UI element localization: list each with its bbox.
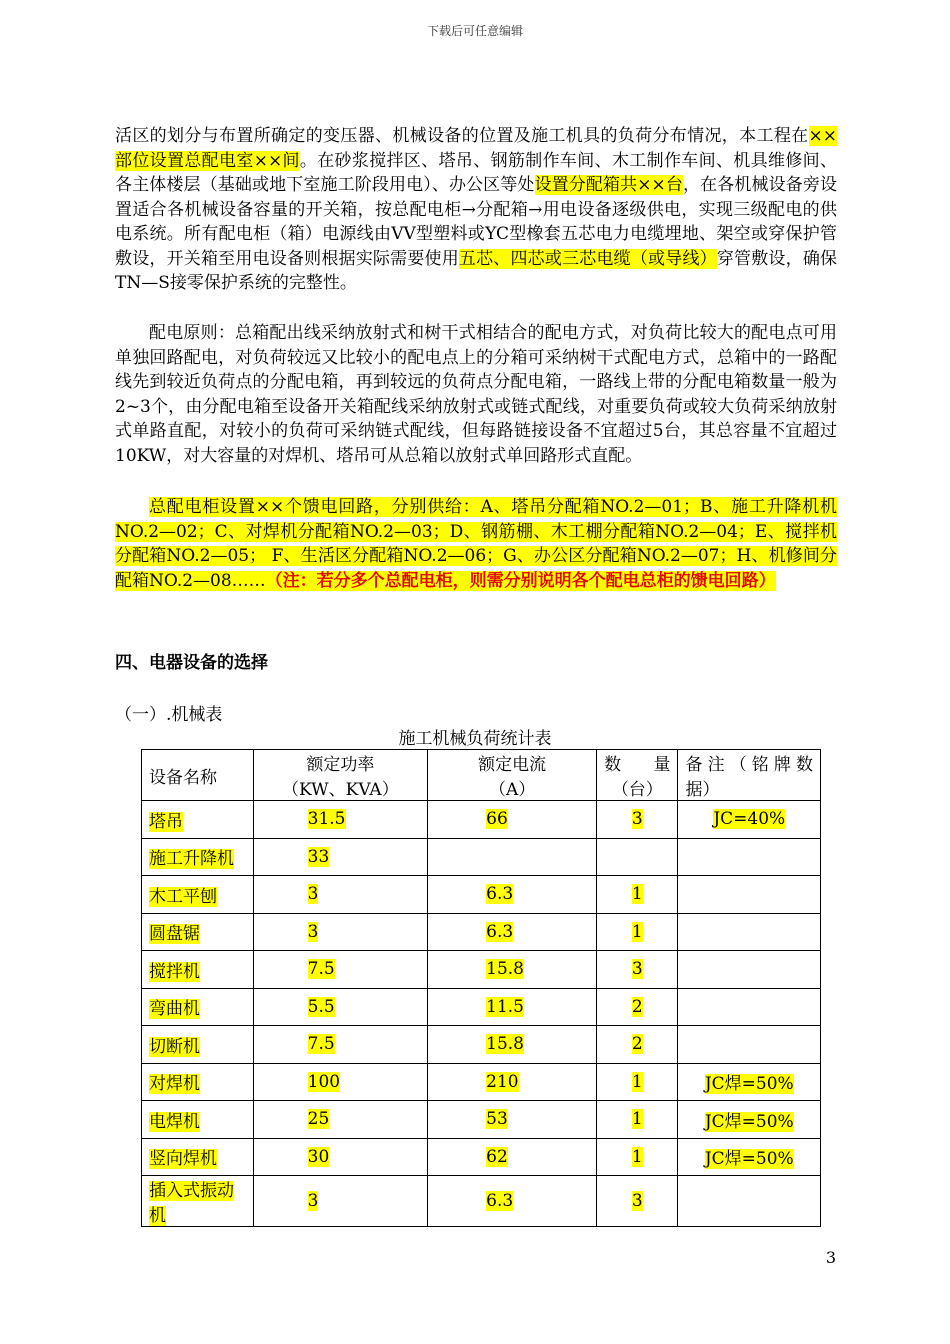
cell-value: 1 [631,921,643,942]
cell-current [428,988,597,1026]
table-row [142,1138,821,1176]
cell-value: 木工平刨 [149,886,217,907]
cell-value: JC=40% [713,809,786,830]
header-remarks: 备注（铭牌数 据） [678,750,821,801]
p1-text-1: 活区的划分与布置所确定的变压器、机械设备的位置及施工机具的负荷分布情况，本工程在 [115,126,809,146]
p1-text-3: ，在各机械设备旁设置适合各机械设备容量的开关箱，按总配电柜→分配箱→用电设备逐级供电，实现三级配电的供电系统。所有配电柜（箱）电源线由VV型塑料或YC型橡套五芯电力电缆埋地、架空或穿保护管敷设，开关箱至用电设备则根据实际需要使用 [115,175,838,269]
cell-qty [597,951,678,989]
cell-current [428,951,597,989]
cell-note [678,913,821,951]
cell-value: JC焊=50% [704,1149,794,1170]
cell-value: 电焊机 [149,1111,200,1132]
cell-value: 210 [486,1071,519,1092]
table-row [142,988,821,1026]
cell-power [253,1026,428,1064]
cell-value: 7.5 [307,959,335,980]
cell-current [428,876,597,914]
section-title: 四、电器设备的选择 [115,653,268,673]
cell-value: 塔吊 [149,811,183,832]
cell-qty [597,1138,678,1176]
p3-note: （注：若分多个总配电柜，则需分别说明各个配电总柜的馈电回路） [265,570,776,591]
cell-name [142,876,254,914]
cell-value: 25 [307,1109,330,1130]
cell-qty [597,1176,678,1227]
header-rated-power: 额定功率 （KW、KVA） [253,750,428,801]
cell-qty [597,876,678,914]
cell-value: 搅拌机 [149,961,200,982]
cell-current [428,838,597,876]
p3-highlight-text: 总配电柜设置××个馈电回路，分别供给：A、塔吊分配箱NO.2—01；B、施工升降机机NO.2—02；C、对焊机分配箱NO.2—03；D、钢筋棚、木工棚分配箱NO.2—04；E、搅拌机分配箱NO.2—05； F、生活区分配箱NO.2—06；G、办公区分配箱NO.2—07；H、机修间分配箱NO.2—08…… [115,497,837,591]
cell-value: 3 [307,884,319,905]
cell-value: 竖向焊机 [149,1149,217,1170]
cell-value: JC焊=50% [704,1074,794,1095]
table-row [142,1063,821,1101]
cell-value: 插入式振动机 [149,1181,234,1226]
cell-value: 5.5 [307,996,335,1017]
cell-current [428,1138,597,1176]
cell-qty [597,913,678,951]
cell-name [142,988,254,1026]
header-quantity: 数 量 （台） [597,750,678,801]
cell-value: 53 [486,1109,508,1130]
page-number: 3 [825,1248,836,1267]
table-row [142,1026,821,1064]
cell-value: 3 [631,1191,643,1211]
cell-note [678,1138,821,1176]
cell-power [253,1176,428,1227]
cell-note [678,838,821,876]
table-row [142,838,821,876]
header-rated-current: 额定电流 （A） [428,750,597,801]
cell-value: 31.5 [307,809,346,830]
page-header: 下载后可任意编辑 [426,24,523,38]
cell-value: 1 [631,1071,643,1092]
cell-value: 100 [307,1071,341,1092]
cell-current [428,801,597,839]
cell-note [678,801,821,839]
cell-value: 3 [631,959,643,980]
cell-value: 施工升降机 [149,849,234,870]
cell-note [678,1026,821,1064]
p1-highlight-3: 五芯、四芯或三芯电缆（或导线） [458,248,717,269]
table-row [142,913,821,951]
cell-name [142,1063,254,1101]
cell-value: 30 [307,1146,330,1167]
cell-note [678,1176,821,1227]
cell-power [253,913,428,951]
cell-power [253,1101,428,1139]
cell-value: 11.5 [486,996,524,1017]
cell-value: 3 [631,809,643,830]
p1-highlight-2: 设置分配箱共××台 [534,175,684,195]
cell-power [253,801,428,839]
subsection-title: （一）.机械表 [115,705,223,725]
cell-qty [597,838,678,876]
cell-value: 66 [486,809,508,830]
cell-qty [597,801,678,839]
cell-value: JC焊=50% [704,1111,794,1132]
cell-value: 62 [486,1146,508,1167]
p1-text-4: 穿管敷设，确保TN—S接零保护系统的完整性。 [115,248,838,293]
cell-qty [597,1026,678,1064]
cell-value: 3 [307,921,319,942]
cell-power [253,1138,428,1176]
table-row [142,1176,821,1227]
cell-name [142,913,254,951]
cell-name [142,838,254,876]
cell-note [678,988,821,1026]
cell-current [428,1026,597,1064]
cell-value: 弯曲机 [149,999,200,1020]
paragraph-feeder-circuits [115,495,837,593]
cell-name [142,1101,254,1139]
cell-qty [597,988,678,1026]
table-row [142,876,821,914]
cell-value: 1 [631,1109,643,1130]
cell-value: 切断机 [149,1036,200,1057]
table-row [142,801,821,839]
cell-power [253,988,428,1026]
cell-current [428,1063,597,1101]
table-header-row [142,750,821,801]
cell-power [253,876,428,914]
cell-value: 3 [307,1191,319,1211]
cell-name [142,1176,254,1227]
paragraph-distribution-principle: 配电原则：总箱配出线采纳放射式和树干式相结合的配电方式，对负荷比较大的配电点可用单独回路配电，对负荷较远又比较小的配电点上的分箱可采纳树干式配电方式，总箱中的一路配线先到较近负荷点的分配电箱，再到较远的负荷点分配电箱，一路线上带的分配电箱数量一般为2~3个，由分配电箱至设备开关箱配线采纳放射式或链式配线，对重要负荷或较大负荷采纳放射式单路直配，对较小的负荷可采纳链式配线，但每路链接设备不宜超过5台，其总容量不宜超过10KW，对大容量的对焊机、塔吊可从总箱以放射式单回路形式直配。 [115,323,837,466]
table-row [142,951,821,989]
cell-value: 6.3 [486,921,514,942]
cell-power [253,951,428,989]
cell-value: 1 [631,884,643,905]
table-caption: 施工机械负荷统计表 [398,729,552,749]
cell-note [678,1101,821,1139]
cell-value: 对焊机 [149,1074,200,1095]
cell-value: 6.3 [486,1191,514,1211]
cell-value: 2 [631,996,643,1017]
cell-value: 15.8 [486,1034,524,1055]
cell-value: 圆盘锯 [149,924,200,945]
cell-value: 6.3 [486,884,514,905]
cell-name [142,951,254,989]
cell-qty [597,1063,678,1101]
cell-value: 15.8 [486,959,524,980]
cell-qty [597,1101,678,1139]
cell-current [428,913,597,951]
cell-power [253,1063,428,1101]
cell-name [142,801,254,839]
cell-power [253,838,428,876]
cell-current [428,1176,597,1227]
machine-load-table [141,749,821,1227]
cell-note [678,951,821,989]
p1-text-2: 。在砂浆搅拌区、塔吊、钢筋制作车间、木工制作车间、机具维修间、各主体楼层（基础或地下室施工阶段用电）、办公区等处 [115,150,837,195]
cell-note [678,876,821,914]
cell-name [142,1138,254,1176]
cell-name [142,1026,254,1064]
cell-current [428,1101,597,1139]
header-equipment-name: 设备名称 [142,750,254,801]
cell-value: 33 [307,846,330,867]
cell-value: 2 [631,1034,643,1055]
cell-value: 7.5 [307,1034,335,1055]
paragraph-distribution-layout [115,124,837,296]
cell-note [678,1063,821,1101]
p1-highlight-1: ××部位设置总配电室××间 [115,126,837,171]
table-row [142,1101,821,1139]
cell-value: 1 [631,1146,643,1167]
